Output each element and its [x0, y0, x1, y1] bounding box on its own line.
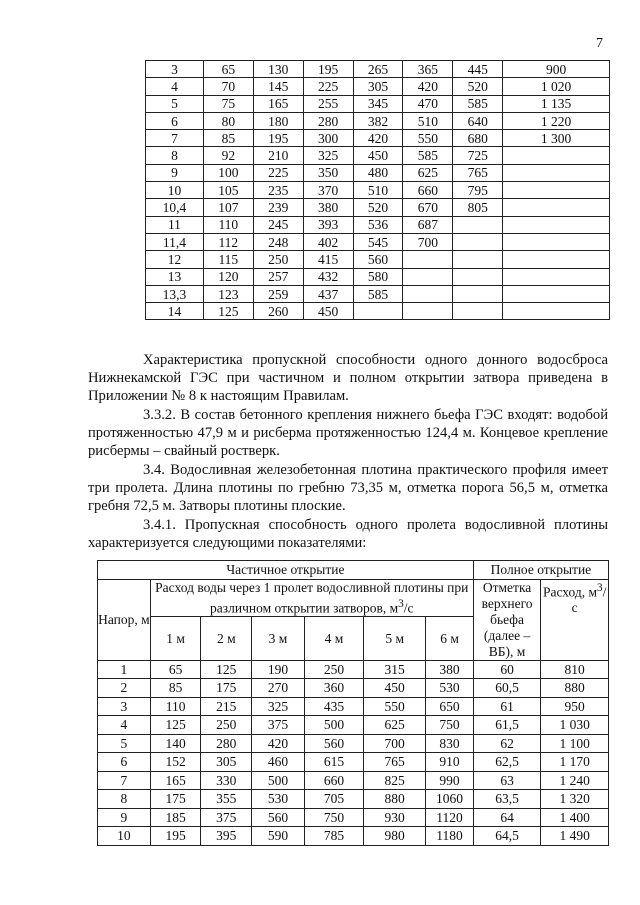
- table-cell: 260: [253, 303, 303, 320]
- table-cell: 63,5: [473, 790, 541, 809]
- table-cell: 125: [150, 716, 201, 735]
- table-row: [146, 147, 610, 164]
- table-cell: 6: [98, 753, 151, 772]
- table-cell: 750: [426, 716, 474, 735]
- header-opening-1m: 1 м: [150, 617, 201, 660]
- table-cell: 8: [146, 147, 204, 164]
- table-cell: 380: [426, 660, 474, 679]
- table-cell: [453, 303, 503, 320]
- table-cell: 520: [453, 78, 503, 95]
- paragraph-bottom-outlet: Характеристика пропускной способности одного донного водосброса Нижнекамской ГЭС при частичном и полном открытии затвора приведена в Приложении № 8 к настоящим Правилам.: [88, 352, 608, 404]
- table-cell: 550: [403, 130, 453, 147]
- table-cell: 257: [253, 268, 303, 285]
- table-cell: 825: [364, 771, 426, 790]
- table-cell: 930: [364, 808, 426, 827]
- table-cell: 250: [201, 716, 252, 735]
- table-row: [98, 790, 609, 809]
- table-cell: 1060: [426, 790, 474, 809]
- table-cell: 880: [541, 679, 609, 698]
- table-row: [146, 164, 610, 181]
- table-cell: 375: [252, 716, 305, 735]
- table-cell: [503, 147, 610, 164]
- table-cell: 1 100: [541, 734, 609, 753]
- table-cell: [403, 285, 453, 302]
- table-cell: 765: [364, 753, 426, 772]
- table-cell: 445: [453, 61, 503, 78]
- table-cell: 625: [364, 716, 426, 735]
- table-cell: 85: [150, 679, 201, 698]
- table-cell: 500: [304, 716, 363, 735]
- table-cell: 235: [253, 182, 303, 199]
- table-cell: 8: [98, 790, 151, 809]
- table-cell: 11,4: [146, 233, 204, 250]
- flow-table-continued: [145, 60, 610, 320]
- table-cell: 210: [253, 147, 303, 164]
- table-cell: 795: [453, 182, 503, 199]
- table-cell: [403, 303, 453, 320]
- table-cell: 765: [453, 164, 503, 181]
- table-cell: 61: [473, 697, 541, 716]
- table-cell: 6: [146, 112, 204, 129]
- table-cell: 585: [403, 147, 453, 164]
- table-cell: [453, 233, 503, 250]
- header-partial-opening: Частичное открытие: [98, 561, 474, 580]
- table-cell: [503, 216, 610, 233]
- table-cell: 345: [353, 95, 403, 112]
- table-cell: [503, 233, 610, 250]
- table-cell: 1: [98, 660, 151, 679]
- table-cell: 65: [203, 61, 253, 78]
- table-row: [146, 112, 610, 129]
- table-cell: 10,4: [146, 199, 204, 216]
- table-cell: 1 135: [503, 95, 610, 112]
- table-cell: 14: [146, 303, 204, 320]
- table-cell: 110: [203, 216, 253, 233]
- table-cell: 1 020: [503, 78, 610, 95]
- table-cell: 1 170: [541, 753, 609, 772]
- table-cell: 550: [364, 697, 426, 716]
- table-cell: [453, 285, 503, 302]
- table-cell: 615: [304, 753, 363, 772]
- table-cell: 62,5: [473, 753, 541, 772]
- table-cell: 560: [252, 808, 305, 827]
- spillway-capacity-table: [97, 560, 609, 846]
- table-cell: 950: [541, 697, 609, 716]
- header-opening-3m: 3 м: [252, 617, 305, 660]
- table-cell: 687: [403, 216, 453, 233]
- table-cell: 460: [252, 753, 305, 772]
- header-head: Напор, м: [98, 579, 151, 660]
- table-cell: 255: [303, 95, 353, 112]
- table-cell: 830: [426, 734, 474, 753]
- table-cell: [353, 303, 403, 320]
- table-row: [146, 303, 610, 320]
- table-cell: 470: [403, 95, 453, 112]
- header-discharge-unit: /с: [571, 584, 607, 615]
- table-cell: 660: [403, 182, 453, 199]
- table-cell: 60,5: [473, 679, 541, 698]
- page-number: 7: [596, 36, 603, 51]
- table-cell: 61,5: [473, 716, 541, 735]
- table-cell: 1 220: [503, 112, 610, 129]
- table-cell: 175: [201, 679, 252, 698]
- table-row: [146, 268, 610, 285]
- table-row: [98, 679, 609, 698]
- table-row: [98, 827, 609, 846]
- header-opening-5m: 5 м: [364, 617, 426, 660]
- header-opening-2m: 2 м: [201, 617, 252, 660]
- table-row: [146, 216, 610, 233]
- table-cell: 1 300: [503, 130, 610, 147]
- table-cell: 350: [303, 164, 353, 181]
- table-cell: 165: [150, 771, 201, 790]
- table-cell: [503, 164, 610, 181]
- table-cell: 4: [98, 716, 151, 735]
- table-cell: 112: [203, 233, 253, 250]
- header-discharge-text: Расход, м: [542, 584, 598, 599]
- table-cell: 62: [473, 734, 541, 753]
- table-cell: 420: [403, 78, 453, 95]
- table-cell: 195: [150, 827, 201, 846]
- table-cell: 125: [201, 660, 252, 679]
- table-cell: 12: [146, 251, 204, 268]
- table-cell: 10: [98, 827, 151, 846]
- table-cell: 120: [203, 268, 253, 285]
- table-cell: 92: [203, 147, 253, 164]
- table-cell: 60: [473, 660, 541, 679]
- table-cell: 365: [403, 61, 453, 78]
- table-cell: 530: [426, 679, 474, 698]
- table-cell: 100: [203, 164, 253, 181]
- table-cell: 415: [303, 251, 353, 268]
- header-upstream-level: Отметка верхнего бьефа (далее – ВБ), м: [473, 579, 541, 660]
- table-cell: 380: [303, 199, 353, 216]
- table-cell: 259: [253, 285, 303, 302]
- table-cell: 64,5: [473, 827, 541, 846]
- table-row: [98, 716, 609, 735]
- table-cell: 5: [146, 95, 204, 112]
- table-cell: 1 400: [541, 808, 609, 827]
- table-cell: [503, 251, 610, 268]
- table-cell: 245: [253, 216, 303, 233]
- table-cell: 215: [201, 697, 252, 716]
- table-row: [146, 78, 610, 95]
- table-cell: 239: [253, 199, 303, 216]
- table-cell: 9: [146, 164, 204, 181]
- table-cell: 305: [353, 78, 403, 95]
- table-cell: 375: [201, 808, 252, 827]
- table-cell: [503, 285, 610, 302]
- table-cell: 2: [98, 679, 151, 698]
- table-cell: [403, 268, 453, 285]
- table-cell: [503, 199, 610, 216]
- table-cell: 13,3: [146, 285, 204, 302]
- table-cell: 590: [252, 827, 305, 846]
- table-cell: 105: [203, 182, 253, 199]
- header-full-opening: Полное открытие: [473, 561, 608, 580]
- table-cell: 750: [304, 808, 363, 827]
- table-row: [98, 660, 609, 679]
- table-cell: 3: [146, 61, 204, 78]
- table-cell: 520: [353, 199, 403, 216]
- table-cell: 536: [353, 216, 403, 233]
- paragraph-3-4: 3.4. Водосливная железобетонная плотина практического профиля имеет три пролета. Длина плотины по гребню 73,35 м, отметка порога 56,5 м, отметка гребня 72,5 м. Затворы плотины плоские.: [88, 462, 608, 514]
- table-cell: [403, 251, 453, 268]
- table-row: [146, 251, 610, 268]
- table-cell: 3: [98, 697, 151, 716]
- header-flow-unit: /с: [403, 600, 414, 616]
- table-cell: 510: [353, 182, 403, 199]
- table-cell: 5: [98, 734, 151, 753]
- paragraph-3-3-2: 3.3.2. В состав бетонного крепления нижнего бьефа ГЭС входят: водобой протяженностью 47,9 м и рисберма протяженностью 124,4 м. Концевое крепление рисбермы – свайный ростверк.: [88, 407, 608, 459]
- table-row: [146, 285, 610, 302]
- table-cell: 640: [453, 112, 503, 129]
- table-cell: 900: [503, 61, 610, 78]
- table-cell: 115: [203, 251, 253, 268]
- table-cell: 420: [353, 130, 403, 147]
- table-row: [146, 95, 610, 112]
- table-cell: 435: [304, 697, 363, 716]
- table-cell: 175: [150, 790, 201, 809]
- table-row: [98, 753, 609, 772]
- table-cell: 450: [364, 679, 426, 698]
- table-cell: 402: [303, 233, 353, 250]
- header-flow-exponent: 3: [398, 597, 404, 610]
- table-cell: 805: [453, 199, 503, 216]
- table-cell: [453, 216, 503, 233]
- table-cell: 10: [146, 182, 204, 199]
- table-cell: 660: [304, 771, 363, 790]
- table-cell: 1 320: [541, 790, 609, 809]
- table-cell: 80: [203, 112, 253, 129]
- body-text: [88, 351, 608, 552]
- table-cell: 1 240: [541, 771, 609, 790]
- table-cell: 185: [150, 808, 201, 827]
- table-cell: 545: [353, 233, 403, 250]
- table-cell: 360: [304, 679, 363, 698]
- table-cell: 9: [98, 808, 151, 827]
- table-cell: 990: [426, 771, 474, 790]
- table-cell: 330: [201, 771, 252, 790]
- table-cell: [453, 268, 503, 285]
- table-cell: 510: [403, 112, 453, 129]
- table-cell: 530: [252, 790, 305, 809]
- table-cell: 225: [253, 164, 303, 181]
- table-cell: 437: [303, 285, 353, 302]
- table-cell: 395: [201, 827, 252, 846]
- table-cell: 500: [252, 771, 305, 790]
- paragraph-3-4-1: 3.4.1. Пропускная способность одного пролета водосливной плотины характеризуется следующими показателями:: [88, 517, 608, 551]
- header-flow-per-span: [150, 579, 473, 617]
- header-discharge: [541, 579, 609, 660]
- table-cell: 325: [252, 697, 305, 716]
- table-cell: 1 490: [541, 827, 609, 846]
- table-cell: 195: [253, 130, 303, 147]
- header-opening-4m: 4 м: [304, 617, 363, 660]
- table-cell: 325: [303, 147, 353, 164]
- table-cell: 152: [150, 753, 201, 772]
- header-opening-6m: 6 м: [426, 617, 474, 660]
- table-cell: 980: [364, 827, 426, 846]
- table-cell: 123: [203, 285, 253, 302]
- table-cell: 560: [304, 734, 363, 753]
- table-cell: 700: [364, 734, 426, 753]
- table-row: [146, 61, 610, 78]
- header-flow-text: Расход воды через 1 пролет водосливной плотины при различном открытии затворов, м: [155, 579, 469, 616]
- table-cell: 107: [203, 199, 253, 216]
- table-row: [146, 233, 610, 250]
- table-cell: 450: [353, 147, 403, 164]
- table-cell: 280: [303, 112, 353, 129]
- table-cell: [503, 303, 610, 320]
- table-cell: 250: [304, 660, 363, 679]
- table-cell: 680: [453, 130, 503, 147]
- table-cell: 625: [403, 164, 453, 181]
- table-cell: 560: [353, 251, 403, 268]
- table-cell: 125: [203, 303, 253, 320]
- table-cell: 145: [253, 78, 303, 95]
- table-cell: 393: [303, 216, 353, 233]
- table-cell: 165: [253, 95, 303, 112]
- table-row: [146, 182, 610, 199]
- table-cell: 1 030: [541, 716, 609, 735]
- table-cell: [453, 251, 503, 268]
- table-cell: 420: [252, 734, 305, 753]
- table-cell: 190: [252, 660, 305, 679]
- table-cell: 585: [353, 285, 403, 302]
- table-cell: 250: [253, 251, 303, 268]
- table-cell: 180: [253, 112, 303, 129]
- table-cell: 305: [201, 753, 252, 772]
- table-cell: 63: [473, 771, 541, 790]
- table-cell: 355: [201, 790, 252, 809]
- table-cell: 225: [303, 78, 353, 95]
- table-cell: 110: [150, 697, 201, 716]
- table-row: [98, 734, 609, 753]
- table-cell: 85: [203, 130, 253, 147]
- table-row: [98, 697, 609, 716]
- table-row: [146, 199, 610, 216]
- table-cell: 140: [150, 734, 201, 753]
- table-cell: [503, 182, 610, 199]
- table-row: [98, 771, 609, 790]
- table-cell: 11: [146, 216, 204, 233]
- table-cell: 450: [303, 303, 353, 320]
- table-cell: [503, 268, 610, 285]
- table-cell: 265: [353, 61, 403, 78]
- table-cell: 75: [203, 95, 253, 112]
- table-cell: 64: [473, 808, 541, 827]
- table-cell: 315: [364, 660, 426, 679]
- table-cell: 382: [353, 112, 403, 129]
- table-cell: 705: [304, 790, 363, 809]
- table-row: [146, 130, 610, 147]
- table-cell: 370: [303, 182, 353, 199]
- table-cell: 280: [201, 734, 252, 753]
- header-discharge-exponent: 3: [597, 581, 603, 594]
- table-cell: 785: [304, 827, 363, 846]
- table-cell: 248: [253, 233, 303, 250]
- table-cell: 7: [146, 130, 204, 147]
- table-cell: 910: [426, 753, 474, 772]
- table-cell: 580: [353, 268, 403, 285]
- table-cell: 195: [303, 61, 353, 78]
- table-cell: 1120: [426, 808, 474, 827]
- table-cell: 585: [453, 95, 503, 112]
- table-cell: 725: [453, 147, 503, 164]
- table-cell: 700: [403, 233, 453, 250]
- table-cell: 130: [253, 61, 303, 78]
- table-cell: 65: [150, 660, 201, 679]
- table-cell: 4: [146, 78, 204, 95]
- table-cell: 670: [403, 199, 453, 216]
- table-cell: 810: [541, 660, 609, 679]
- table-cell: 650: [426, 697, 474, 716]
- table-cell: 1180: [426, 827, 474, 846]
- table-cell: 880: [364, 790, 426, 809]
- table-cell: 13: [146, 268, 204, 285]
- table-cell: 70: [203, 78, 253, 95]
- table-row: [98, 808, 609, 827]
- table-cell: 480: [353, 164, 403, 181]
- table-cell: 7: [98, 771, 151, 790]
- table-cell: 270: [252, 679, 305, 698]
- table-cell: 300: [303, 130, 353, 147]
- table-cell: 432: [303, 268, 353, 285]
